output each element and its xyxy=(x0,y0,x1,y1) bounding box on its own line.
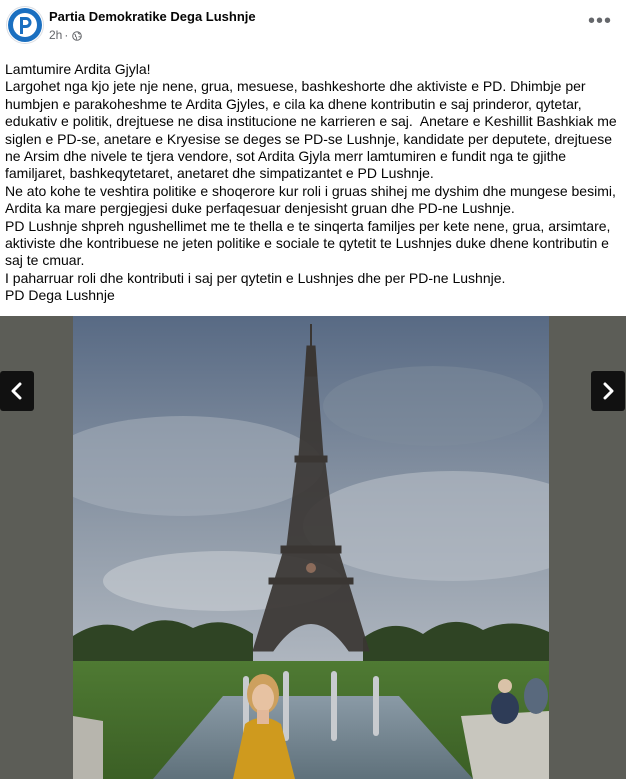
next-photo-button[interactable] xyxy=(591,371,625,411)
page-avatar[interactable] xyxy=(6,6,44,44)
page-name-link[interactable]: Partia Demokratike Dega Lushnje xyxy=(49,9,256,24)
post-message xyxy=(5,61,621,305)
post-timestamp[interactable]: 2h xyxy=(49,28,63,42)
photo-viewer xyxy=(0,316,626,779)
more-options-button[interactable]: ••• xyxy=(587,10,612,32)
post-photo[interactable] xyxy=(73,316,549,779)
previous-photo-button[interactable] xyxy=(0,371,34,411)
post-paragraph: Lamtumire Ardita Gjyla! xyxy=(5,61,151,77)
post-header xyxy=(0,0,626,56)
eiffel-tower-photo xyxy=(73,316,549,779)
meta-separator: · xyxy=(64,28,69,42)
post-paragraph: Largohet nga kjo jete nje nene, grua, mesuese, bashkeshorte dhe aktiviste e PD. Dhimbje per humbjen e parakoheshme te Ardita Gjyles, e cila ka dhene kontributin e saj prinderor, qytetar, edukativ e politik, drejtuese ne disa institucione ne karrieren e saj. Anetare e Keshillit Bashkiak me siglen e PD-se, anetare e Kryesise se deges se PD-se Lushnje, kandidate per deputete, drejtuese ne Arsim dhe nivele te tjera vendore, sot Ardita Gjyla merr lamtumiren e fundit nga te gjithe familjaret, bashkeqytetaret, anetaret dhe simpatizantet e PD Lushnje. xyxy=(5,78,621,182)
chevron-right-icon xyxy=(600,382,616,400)
post-paragraph: I paharruar roli dhe kontributi i saj per qytetin e Lushnjes dhe per PD-ne Lushnje. xyxy=(5,269,506,286)
post-paragraph: PD Lushnje shpreh ngushellimet me te thella e te sinqerta familjes per kete nene, grua, arsimtare, aktiviste dhe kontribuese ne jeten politike e sociale te qytetit te Lushnjes duke dhene kontributin e saj te cmuar. xyxy=(5,217,615,269)
post-paragraph: Ne ato kohe te veshtira politike e shoqerore kur roli i gruas shihej me dyshim dhe mungese besimi, Ardita ka mare pergjegjesi duke perfaqesuar denjesisht gruan dhe PD-ne Lushnje. xyxy=(5,182,619,217)
post-signature: PD Dega Lushnje xyxy=(5,287,115,304)
chevron-left-icon xyxy=(9,382,25,400)
post-meta xyxy=(49,28,82,42)
globe-icon xyxy=(72,30,82,40)
party-logo-icon xyxy=(7,7,43,43)
